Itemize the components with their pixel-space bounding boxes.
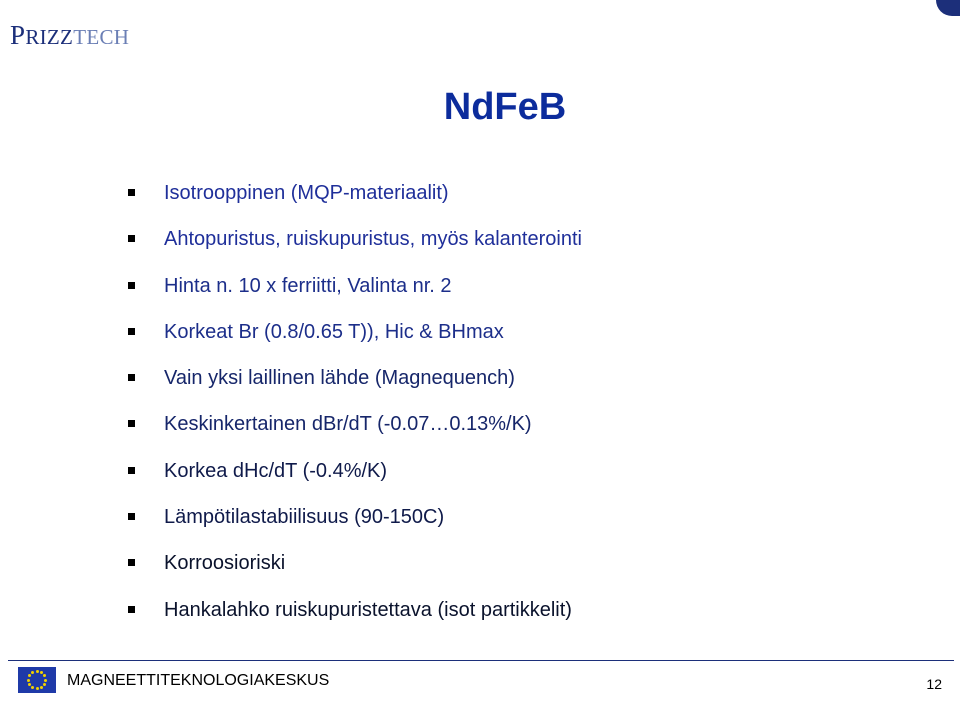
- corner-decoration: [936, 0, 960, 16]
- logo-end: TECH: [73, 25, 130, 49]
- eu-star-icon: [28, 683, 31, 686]
- bullet-square-icon: [128, 374, 135, 381]
- eu-star-icon: [31, 686, 34, 689]
- list-item-text: Hinta n. 10 x ferriitti, Valinta nr. 2: [164, 274, 452, 297]
- eu-star-icon: [27, 679, 30, 682]
- bullet-square-icon: [128, 513, 135, 520]
- list-item-text: Ahtopuristus, ruiskupuristus, myös kalanterointi: [164, 228, 582, 251]
- bullet-square-icon: [128, 420, 135, 427]
- eu-flag-icon: [18, 667, 56, 693]
- bullet-square-icon: [128, 559, 135, 566]
- bullet-list: [128, 176, 582, 639]
- bullet-square-icon: [128, 467, 135, 474]
- list-item-text: Korkea dHc/dT (-0.4%/K): [164, 459, 388, 482]
- list-item: [128, 454, 582, 500]
- logo-middle: RIZZ: [25, 25, 74, 49]
- footer-organization: MAGNEETTITEKNOLOGIAKESKUS: [67, 672, 330, 689]
- bullet-square-icon: [128, 235, 135, 242]
- bullet-square-icon: [128, 189, 135, 196]
- slide-title: NdFeB: [443, 86, 567, 128]
- eu-star-icon: [44, 679, 47, 682]
- list-item: [128, 500, 582, 546]
- list-item: [128, 222, 582, 268]
- eu-star-icon: [43, 683, 46, 686]
- logo-initial: P: [10, 20, 26, 50]
- list-item-text: Lämpötilastabiilisuus (90-150C): [164, 506, 445, 529]
- list-item-text: Hankalahko ruiskupuristettava (isot partikkelit): [164, 598, 572, 621]
- prizztech-logo: [10, 20, 129, 51]
- eu-star-icon: [36, 687, 39, 690]
- bullet-square-icon: [128, 282, 135, 289]
- eu-star-icon: [43, 674, 46, 677]
- list-item: [128, 176, 582, 222]
- eu-star-icon: [36, 670, 39, 673]
- page-number: 12: [926, 676, 942, 692]
- list-item: [128, 361, 582, 407]
- list-item-text: Korkeat Br (0.8/0.65 T)), Hic & BHmax: [164, 320, 504, 343]
- eu-star-icon: [28, 674, 31, 677]
- eu-star-icon: [40, 686, 43, 689]
- list-item: [128, 546, 582, 592]
- list-item: [128, 315, 582, 361]
- list-item-text: Korroosioriski: [164, 552, 286, 575]
- footer-divider: [8, 660, 954, 661]
- list-item: [128, 593, 582, 639]
- bullet-square-icon: [128, 328, 135, 335]
- list-item: [128, 407, 582, 453]
- list-item-text: Isotrooppinen (MQP-materiaalit): [164, 182, 449, 204]
- list-item-text: Keskinkertainen dBr/dT (-0.07…0.13%/K): [164, 413, 532, 436]
- list-item: [128, 269, 582, 315]
- eu-star-icon: [31, 671, 34, 674]
- bullet-square-icon: [128, 606, 135, 613]
- list-item-text: Vain yksi laillinen lähde (Magnequench): [164, 367, 515, 390]
